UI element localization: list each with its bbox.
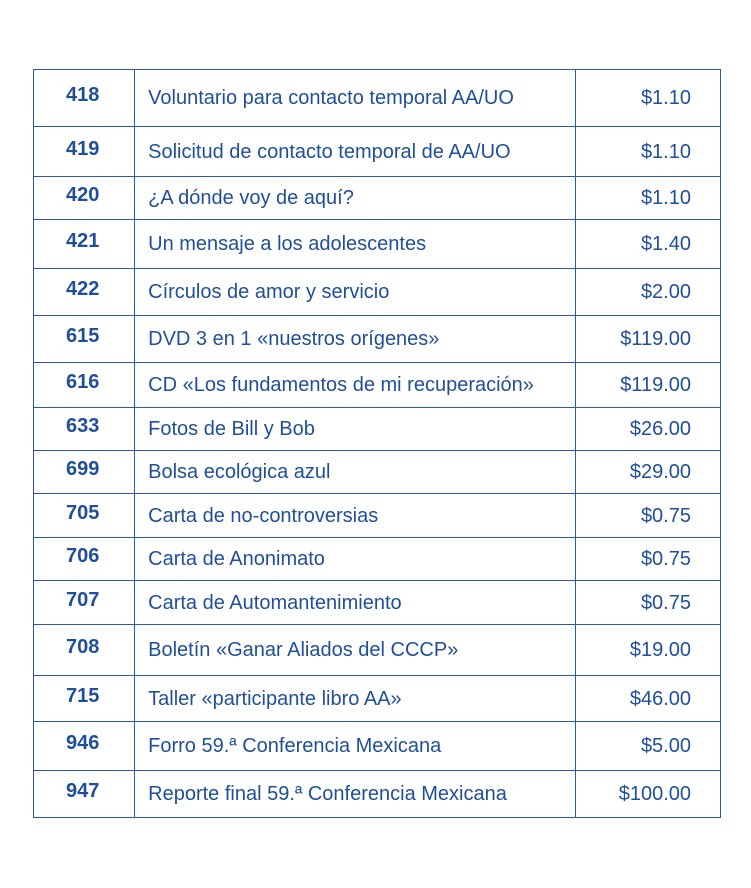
item-description: Solicitud de contacto temporal de AA/UO — [135, 127, 576, 177]
item-description: DVD 3 en 1 «nuestros orígenes» — [135, 316, 576, 363]
item-price: $5.00 — [575, 722, 720, 771]
item-description: Carta de Automantenimiento — [135, 581, 576, 625]
item-code: 420 — [34, 177, 135, 220]
item-code: 715 — [34, 676, 135, 722]
table-row — [34, 625, 721, 676]
table-row — [34, 363, 721, 408]
price-list-body — [34, 70, 721, 818]
item-description: Taller «participante libro AA» — [135, 676, 576, 722]
table-row — [34, 127, 721, 177]
item-description: Reporte final 59.ª Conferencia Mexicana — [135, 771, 576, 818]
table-row — [34, 408, 721, 451]
item-code: 421 — [34, 220, 135, 269]
item-price: $1.10 — [575, 127, 720, 177]
item-price: $29.00 — [575, 451, 720, 494]
table-row — [34, 722, 721, 771]
item-description: Forro 59.ª Conferencia Mexicana — [135, 722, 576, 771]
table-row — [34, 494, 721, 538]
item-code: 418 — [34, 70, 135, 127]
table-row — [34, 451, 721, 494]
table-row — [34, 269, 721, 316]
item-price: $1.10 — [575, 177, 720, 220]
item-code: 946 — [34, 722, 135, 771]
table-row — [34, 676, 721, 722]
item-price: $1.40 — [575, 220, 720, 269]
item-price: $119.00 — [575, 316, 720, 363]
item-price: $2.00 — [575, 269, 720, 316]
item-code: 707 — [34, 581, 135, 625]
item-code: 422 — [34, 269, 135, 316]
table-row — [34, 581, 721, 625]
item-description: Boletín «Ganar Aliados del CCCP» — [135, 625, 576, 676]
item-code: 419 — [34, 127, 135, 177]
item-description: CD «Los fundamentos de mi recuperación» — [135, 363, 576, 408]
table-row — [34, 177, 721, 220]
item-description: Fotos de Bill y Bob — [135, 408, 576, 451]
item-code: 633 — [34, 408, 135, 451]
price-list-table — [33, 69, 721, 818]
item-description: Círculos de amor y servicio — [135, 269, 576, 316]
item-description: Un mensaje a los adolescentes — [135, 220, 576, 269]
item-price: $46.00 — [575, 676, 720, 722]
item-code: 705 — [34, 494, 135, 538]
item-description: Bolsa ecológica azul — [135, 451, 576, 494]
item-price: $0.75 — [575, 538, 720, 581]
item-description: Carta de Anonimato — [135, 538, 576, 581]
table-row — [34, 70, 721, 127]
item-price: $1.10 — [575, 70, 720, 127]
table-row — [34, 538, 721, 581]
item-description: Voluntario para contacto temporal AA/UO — [135, 70, 576, 127]
item-price: $0.75 — [575, 494, 720, 538]
item-code: 616 — [34, 363, 135, 408]
item-code: 615 — [34, 316, 135, 363]
item-price: $0.75 — [575, 581, 720, 625]
item-code: 706 — [34, 538, 135, 581]
item-code: 708 — [34, 625, 135, 676]
item-price: $26.00 — [575, 408, 720, 451]
item-code: 699 — [34, 451, 135, 494]
item-price: $19.00 — [575, 625, 720, 676]
item-description: Carta de no-controversias — [135, 494, 576, 538]
table-row — [34, 316, 721, 363]
table-row — [34, 771, 721, 818]
table-row — [34, 220, 721, 269]
item-code: 947 — [34, 771, 135, 818]
item-price: $119.00 — [575, 363, 720, 408]
item-price: $100.00 — [575, 771, 720, 818]
item-description: ¿A dónde voy de aquí? — [135, 177, 576, 220]
